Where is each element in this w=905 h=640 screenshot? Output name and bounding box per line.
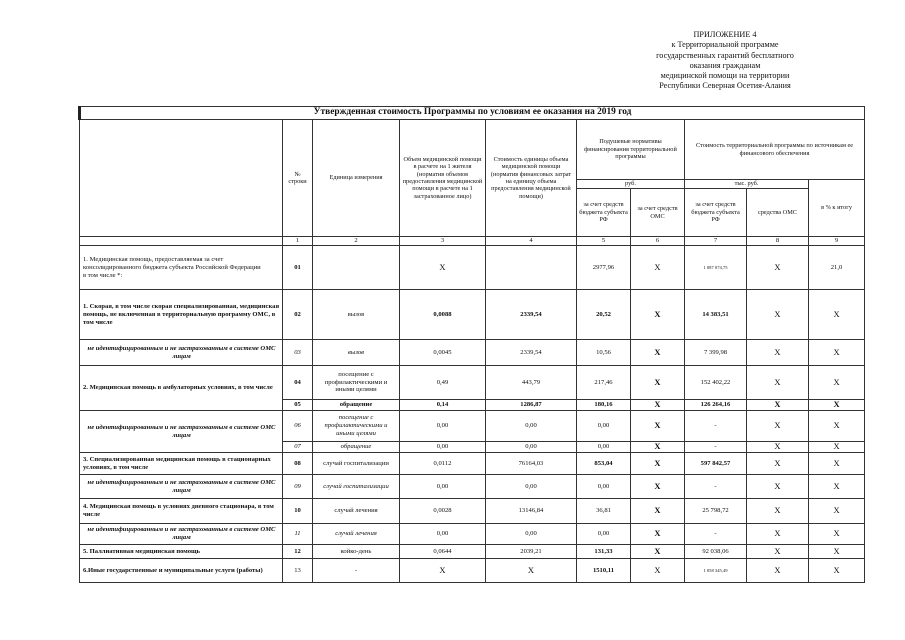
row-unit-cost: 0,00: [486, 475, 577, 499]
row-no: 13: [283, 559, 313, 583]
row-no: 03: [283, 340, 313, 366]
row-cost-budget: -: [685, 411, 747, 442]
row-percent: X: [809, 524, 865, 545]
row-cost-budget: 126 264,16: [685, 400, 747, 411]
row-unit-cost: 0,00: [486, 411, 577, 442]
row-percent: 21,0: [809, 246, 865, 290]
row-no: 04: [283, 366, 313, 400]
col-number: 1: [283, 237, 313, 246]
row-volume: 0,00: [400, 442, 486, 453]
col-number: 3: [400, 237, 486, 246]
row-cost-oms: X: [747, 400, 809, 411]
row-name: 1. Скорая, в том числе скорая специализированная, медицинская помощь, не включенная в территориальную программу ОМС, в том числе: [80, 290, 283, 340]
program-cost-table: [78, 106, 865, 583]
row-name: не идентифицированным и не застрахованным в системе ОМС лицам: [80, 411, 283, 453]
row-unit-cost: 76164,03: [486, 453, 577, 475]
row-oms: X: [631, 340, 685, 366]
row-oms: X: [631, 411, 685, 442]
row-name: 5. Паллиативная медицинская помощь: [80, 545, 283, 559]
appendix-line: государственных гарантий бесплатного: [656, 50, 794, 60]
row-name: не идентифицированным и не застрахованным в системе ОМС лицам: [80, 340, 283, 366]
row-budget: 2977,96: [577, 246, 631, 290]
row-no: 07: [283, 442, 313, 453]
appendix-line: оказания гражданам: [689, 60, 761, 70]
row-name: не идентифицированным и не застрахованным в системе ОМС лицам: [80, 524, 283, 545]
col-number: 5: [577, 237, 631, 246]
row-unit: [313, 246, 400, 290]
row-name: 3. Специализированная медицинская помощь в стационарных условиях, в том числе: [80, 453, 283, 475]
row-volume: 0,0644: [400, 545, 486, 559]
header-percent: в % к итогу: [809, 180, 865, 237]
row-unit-cost: X: [486, 559, 577, 583]
row-unit-cost: 0,00: [486, 524, 577, 545]
table-row: [80, 453, 865, 475]
row-oms: X: [631, 400, 685, 411]
row-name: не идентифицированным и не застрахованным в системе ОМС лицам: [80, 475, 283, 499]
row-oms: X: [631, 499, 685, 524]
row-cost-budget: 25 798,72: [685, 499, 747, 524]
table-row: [80, 545, 865, 559]
row-budget: 131,33: [577, 545, 631, 559]
row-percent: X: [809, 411, 865, 442]
header-cost-oms: средства ОМС: [747, 189, 809, 237]
row-cost-oms: X: [747, 559, 809, 583]
row-percent: X: [809, 453, 865, 475]
appendix-line: медицинской помощи на территории: [660, 71, 790, 81]
row-percent: X: [809, 290, 865, 340]
row-unit: вызов: [313, 340, 400, 366]
header-oms: за счет средств ОМС: [631, 189, 685, 237]
row-no: 10: [283, 499, 313, 524]
table-row: [80, 524, 865, 545]
header-name: [80, 120, 283, 237]
row-cost-oms: X: [747, 499, 809, 524]
row-cost-oms: X: [747, 545, 809, 559]
header-per-capita-unit: руб.: [577, 180, 685, 189]
row-budget: 1510,11: [577, 559, 631, 583]
row-unit: случай госпитализации: [313, 475, 400, 499]
row-oms: X: [631, 545, 685, 559]
row-unit: обращение: [313, 442, 400, 453]
row-cost-oms: X: [747, 366, 809, 400]
appendix-line: к Территориальной программе: [671, 40, 779, 50]
row-unit: -: [313, 559, 400, 583]
row-no: 01: [283, 246, 313, 290]
col-number: 7: [685, 237, 747, 246]
col-number: [80, 237, 283, 246]
row-budget: 20,52: [577, 290, 631, 340]
row-volume: 0,0088: [400, 290, 486, 340]
row-unit: посещение с профилактическими и иными целями: [313, 366, 400, 400]
appendix-line: ПРИЛОЖЕНИЕ 4: [693, 30, 757, 39]
header-program-cost: Стоимость территориальной программы по источникам ее финансового обеспечения: [685, 120, 865, 180]
row-unit-cost: 443,79: [486, 366, 577, 400]
row-unit: обращение: [313, 400, 400, 411]
row-budget: 853,04: [577, 453, 631, 475]
row-volume: X: [400, 559, 486, 583]
row-volume: 0,14: [400, 400, 486, 411]
row-no: 05: [283, 400, 313, 411]
table-row: [80, 559, 865, 583]
row-cost-oms: X: [747, 246, 809, 290]
row-oms: X: [631, 475, 685, 499]
row-percent: X: [809, 499, 865, 524]
header-budget: за счет средств бюджета субъекта РФ: [577, 189, 631, 237]
row-cost-oms: X: [747, 340, 809, 366]
row-budget: 217,46: [577, 366, 631, 400]
row-cost-budget: 14 383,51: [685, 290, 747, 340]
row-unit: койко-день: [313, 545, 400, 559]
row-cost-budget: 1 058 345,49: [685, 559, 747, 583]
header-row-no: № строки: [283, 120, 313, 237]
table-row: [80, 340, 865, 366]
table-row: [80, 290, 865, 340]
appendix-header: [560, 30, 890, 92]
appendix-line: Республики Северная Осетия-Алания: [659, 81, 791, 91]
row-no: 02: [283, 290, 313, 340]
row-volume: 0,00: [400, 524, 486, 545]
header-cost-budget: за счет средств бюджета субъекта РФ: [685, 189, 747, 237]
row-budget: 0,00: [577, 411, 631, 442]
row-oms: X: [631, 442, 685, 453]
row-cost-budget: 152 402,22: [685, 366, 747, 400]
table-row: [80, 499, 865, 524]
row-cost-budget: 7 399,98: [685, 340, 747, 366]
col-number: 2: [313, 237, 400, 246]
row-unit: случай госпитализации: [313, 453, 400, 475]
row-name: 6.Иные государственные и муниципальные услуги (работы): [80, 559, 283, 583]
row-oms: X: [631, 290, 685, 340]
header-per-capita: Подушевые нормативы финансирования территориальной программы: [577, 120, 685, 180]
row-unit-cost: 0,00: [486, 442, 577, 453]
row-volume: 0,0045: [400, 340, 486, 366]
row-cost-oms: X: [747, 475, 809, 499]
row-budget: 0,00: [577, 524, 631, 545]
row-percent: X: [809, 400, 865, 411]
col-number: 8: [747, 237, 809, 246]
row-no: 11: [283, 524, 313, 545]
row-unit-cost: 1286,87: [486, 400, 577, 411]
row-percent: X: [809, 559, 865, 583]
row-volume: 0,49: [400, 366, 486, 400]
row-unit: случай лечения: [313, 524, 400, 545]
row-no: 06: [283, 411, 313, 442]
row-unit: вызов: [313, 290, 400, 340]
row-unit-cost: [486, 246, 577, 290]
row-budget: 36,81: [577, 499, 631, 524]
row-oms: X: [631, 366, 685, 400]
row-volume: 0,00: [400, 411, 486, 442]
row-unit-cost: 2339,54: [486, 340, 577, 366]
row-cost-budget: -: [685, 524, 747, 545]
row-no: 12: [283, 545, 313, 559]
row-no: 08: [283, 453, 313, 475]
row-percent: X: [809, 442, 865, 453]
row-cost-oms: X: [747, 524, 809, 545]
row-cost-oms: X: [747, 442, 809, 453]
row-oms: X: [631, 453, 685, 475]
row-oms: X: [631, 246, 685, 290]
row-budget: 10,56: [577, 340, 631, 366]
table-row: [80, 366, 865, 400]
row-name: 2. Медицинская помощь в амбулаторных условиях, в том числе: [80, 366, 283, 411]
row-cost-oms: X: [747, 411, 809, 442]
col-number: 6: [631, 237, 685, 246]
row-oms: X: [631, 524, 685, 545]
row-budget: 0,00: [577, 442, 631, 453]
header-unit-cost: Стоимость единицы объема медицинской помощи (норматив финансовых затрат на единицу объема предоставления медицинской помощи): [486, 120, 577, 237]
row-volume: X: [400, 246, 486, 290]
row-cost-oms: X: [747, 290, 809, 340]
row-oms: X: [631, 559, 685, 583]
row-volume: 0,0112: [400, 453, 486, 475]
table-row: [80, 246, 865, 290]
row-percent: X: [809, 475, 865, 499]
row-cost-budget: 597 842,57: [685, 453, 747, 475]
header-volume: Объем медицинской помощи в расчете на 1 жителя (норматив объемов предоставления медицинской помощи в расчете на 1 застрахованное лицо): [400, 120, 486, 237]
row-percent: X: [809, 545, 865, 559]
row-unit: случай лечения: [313, 499, 400, 524]
row-no: 09: [283, 475, 313, 499]
row-percent: X: [809, 340, 865, 366]
col-number: 4: [486, 237, 577, 246]
header-cost-unit: тыс. руб.: [685, 180, 809, 189]
col-number: 9: [809, 237, 865, 246]
row-name: 4. Медицинская помощь в условиях дневного стационара, в том числе: [80, 499, 283, 524]
row-unit-cost: 2039,21: [486, 545, 577, 559]
row-volume: 0,0028: [400, 499, 486, 524]
row-volume: 0,00: [400, 475, 486, 499]
row-unit: посещение с профилактическими и иными целями: [313, 411, 400, 442]
row-cost-budget: -: [685, 442, 747, 453]
row-cost-budget: -: [685, 475, 747, 499]
row-unit-cost: 13146,84: [486, 499, 577, 524]
row-unit-cost: 2339,54: [486, 290, 577, 340]
row-budget: 0,00: [577, 475, 631, 499]
row-cost-oms: X: [747, 453, 809, 475]
row-percent: X: [809, 366, 865, 400]
row-name: 1. Медицинская помощь, предоставляемая за счет консолидированного бюджета субъекта Российской Федерации в том числе *:: [80, 246, 283, 290]
row-name-extra: в том числе *:: [83, 271, 123, 279]
row-cost-budget: 1 087 074,75: [685, 246, 747, 290]
row-budget: 180,16: [577, 400, 631, 411]
table-title: Утвержденная стоимость Программы по условиям ее оказания на 2019 год: [80, 107, 865, 120]
header-unit: Единица измерения: [313, 120, 400, 237]
table-row: [80, 411, 865, 442]
table-row: [80, 475, 865, 499]
row-cost-budget: 92 038,06: [685, 545, 747, 559]
